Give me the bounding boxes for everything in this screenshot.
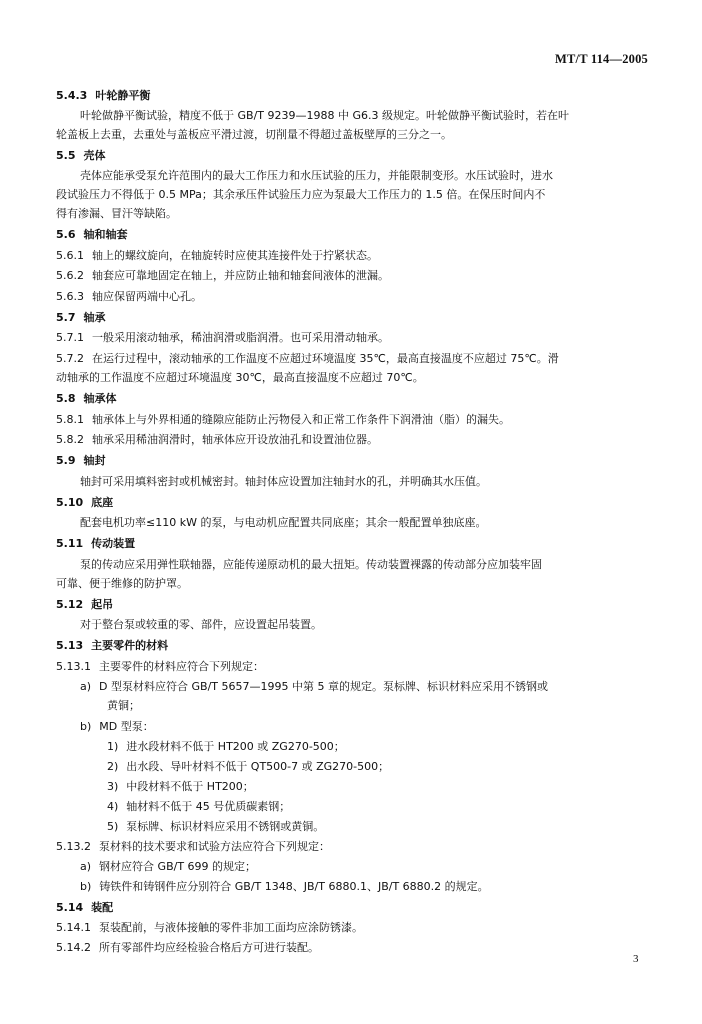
line-text: 中段材料不低于 HT200；: [126, 780, 254, 793]
clause-number: 4): [107, 800, 119, 813]
line-text: 动轴承的工作温度不应超过环境温度 30℃，最高直接温度不应超过 70℃。: [56, 371, 424, 384]
line-text: 轴应保留两端中心孔。: [92, 290, 202, 303]
section-heading: [56, 496, 656, 510]
paragraph-line: [107, 760, 652, 774]
heading-text: 轴承: [83, 311, 106, 324]
clause-number: b): [80, 720, 92, 733]
line-text: 铸铁件和铸钢件应分别符合 GB/T 1348、JB/T 6880.1、JB/T 6880.2 的规定。: [99, 880, 489, 893]
paragraph-line: [56, 207, 656, 221]
paragraph-line: [80, 558, 650, 572]
paragraph-line: [80, 109, 650, 123]
section-heading: [56, 537, 656, 551]
standard-header: MT/T 114—2005: [554, 52, 648, 66]
section-heading: [56, 639, 656, 653]
clause-number: 5.8.2: [56, 433, 84, 446]
line-text: 可靠、便于维修的防护罩。: [56, 577, 188, 590]
line-text: 得有渗漏、冒汗等缺陷。: [56, 207, 177, 220]
section-heading: [56, 228, 656, 242]
line-text: 叶轮做静平衡试验，精度不低于 GB/T 9239—1988 中 G6.3 级规定。叶轮做静平衡试验时，若在叶: [80, 109, 569, 122]
clause-number: 5): [107, 820, 119, 833]
paragraph-line: [56, 128, 656, 142]
line-text: 轴封可采用填料密封或机械密封。轴封体应设置加注轴封水的孔，并明确其水压值。: [80, 475, 487, 488]
clause-number: 5.14: [56, 901, 84, 914]
line-text: 泵装配前，与液体接触的零件非加工面均应涂防锈漆。: [99, 921, 363, 934]
paragraph-line: [80, 860, 655, 874]
clause-number: 5.6.1: [56, 249, 84, 262]
paragraph-line: [56, 371, 656, 385]
clause-number: 5.8.1: [56, 413, 84, 426]
line-text: 段试验压力不得低于 0.5 MPa；其余承压件试验压力应为泵最大工作压力的 1.5 倍。在保压时间内不: [56, 188, 546, 201]
clause-number: 5.7.1: [56, 331, 84, 344]
line-text: 一般采用滚动轴承，稀油润滑或脂润滑。也可采用滑动轴承。: [92, 331, 389, 344]
heading-text: 传动装置: [91, 537, 136, 550]
clause-number: 5.11: [56, 537, 84, 550]
line-text: 泵材料的技术要求和试验方法应符合下列规定：: [99, 840, 330, 853]
paragraph-line: [56, 577, 656, 591]
paragraph-line: [80, 475, 650, 489]
heading-text: 底座: [91, 496, 114, 509]
line-text: 轴套应可靠地固定在轴上，并应防止轴和轴套间液体的泄漏。: [92, 269, 389, 282]
clause-number: 5.6: [56, 228, 76, 241]
paragraph-line: [56, 269, 656, 283]
page-number: 3: [633, 953, 639, 965]
line-text: 壳体应能承受泵允许范围内的最大工作压力和水压试验的压力，并能限制变形。水压试验时，进水: [80, 169, 553, 182]
paragraph-line: [56, 941, 656, 955]
line-text: 出水段、导叶材料不低于 QT500-7 或 ZG270-500；: [126, 760, 390, 773]
clause-number: 5.4.3: [56, 89, 88, 102]
paragraph-line: [107, 800, 652, 814]
line-text: 轴上的螺纹旋向，在轴旋转时应使其连接件处于拧紧状态。: [92, 249, 378, 262]
section-heading: [56, 454, 656, 468]
heading-text: 起吊: [91, 598, 114, 611]
paragraph-line: [56, 840, 656, 854]
line-text: 主要零件的材料应符合下列规定：: [99, 660, 264, 673]
line-text: 轴承体上与外界相通的缝隙应能防止污物侵入和正常工作条件下润滑油（脂）的漏失。: [92, 413, 510, 426]
line-text: 所有零部件均应经检验合格后方可进行装配。: [99, 941, 319, 954]
paragraph-line: [80, 618, 650, 632]
clause-number: 5.13.2: [56, 840, 91, 853]
clause-number: 5.9: [56, 454, 76, 467]
clause-number: 5.10: [56, 496, 84, 509]
clause-number: 5.14.1: [56, 921, 91, 934]
line-text: 对于整台泵或较重的零、部件，应设置起吊装置。: [80, 618, 322, 631]
clause-number: 5.14.2: [56, 941, 91, 954]
clause-number: 5.13: [56, 639, 84, 652]
paragraph-line: [56, 331, 656, 345]
paragraph-line: [107, 740, 652, 754]
paragraph-line: [80, 680, 655, 694]
clause-number: 2): [107, 760, 119, 773]
clause-number: 5.8: [56, 392, 76, 405]
line-text: 泵的传动应采用弹性联轴器，应能传递原动机的最大扭矩。传动装置裸露的传动部分应加装牢固: [80, 558, 542, 571]
heading-text: 轴封: [83, 454, 106, 467]
line-text: 轮盖板上去重，去重处与盖板应平滑过渡，切削量不得超过盖板壁厚的三分之一。: [56, 128, 452, 141]
paragraph-line: [56, 660, 656, 674]
paragraph-line: [56, 249, 656, 263]
section-heading: [56, 89, 656, 103]
clause-number: a): [80, 860, 92, 873]
line-text: 黄铜；: [107, 699, 140, 712]
section-heading: [56, 598, 656, 612]
clause-number: 5.13.1: [56, 660, 91, 673]
paragraph-line: [80, 720, 655, 734]
paragraph-line: [80, 516, 650, 530]
line-text: 进水段材料不低于 HT200 或 ZG270-500；: [126, 740, 345, 753]
heading-text: 主要零件的材料: [91, 639, 169, 652]
clause-number: 5.5: [56, 149, 76, 162]
clause-number: b): [80, 880, 92, 893]
paragraph-line: [56, 413, 656, 427]
clause-number: a): [80, 680, 92, 693]
clause-number: 5.12: [56, 598, 84, 611]
clause-number: 5.7: [56, 311, 76, 324]
section-heading: [56, 901, 656, 915]
section-heading: [56, 311, 656, 325]
heading-text: 装配: [91, 901, 114, 914]
paragraph-line: [56, 290, 656, 304]
clause-number: 5.6.3: [56, 290, 84, 303]
section-heading: [56, 149, 656, 163]
line-text: 轴材料不低于 45 号优质碳素钢；: [126, 800, 291, 813]
heading-text: 壳体: [83, 149, 106, 162]
section-heading: [56, 392, 656, 406]
clause-number: 5.7.2: [56, 352, 84, 365]
line-text: 钢材应符合 GB/T 699 的规定；: [99, 860, 257, 873]
line-text: D 型泵材料应符合 GB/T 5657—1995 中第 5 章的规定。泵标牌、标识材料应采用不锈钢或: [99, 680, 548, 693]
clause-number: 3): [107, 780, 119, 793]
line-text: 轴承采用稀油润滑时，轴承体应开设放油孔和设置油位器。: [92, 433, 378, 446]
paragraph-line: [107, 820, 652, 834]
clause-number: 1): [107, 740, 119, 753]
paragraph-line: [56, 433, 656, 447]
line-text: 在运行过程中，滚动轴承的工作温度不应超过环境温度 35℃，最高直接温度不应超过 75℃。滑: [92, 352, 559, 365]
paragraph-line: [80, 880, 655, 894]
paragraph-line: [56, 188, 656, 202]
paragraph-line: [56, 921, 656, 935]
line-text: 配套电机功率≤110 kW 的泵，与电动机应配置共同底座；其余一般配置单独底座。: [80, 516, 487, 529]
clause-number: 5.6.2: [56, 269, 84, 282]
line-text: 泵标牌、标识材料应采用不锈钢或黄铜。: [126, 820, 325, 833]
heading-text: 叶轮静平衡: [95, 89, 151, 102]
paragraph-line: [80, 169, 650, 183]
paragraph-line: [56, 352, 656, 366]
paragraph-line: [107, 780, 652, 794]
heading-text: 轴和轴套: [83, 228, 128, 241]
line-text: MD 型泵：: [99, 720, 154, 733]
paragraph-line: [107, 699, 652, 713]
heading-text: 轴承体: [83, 392, 117, 405]
